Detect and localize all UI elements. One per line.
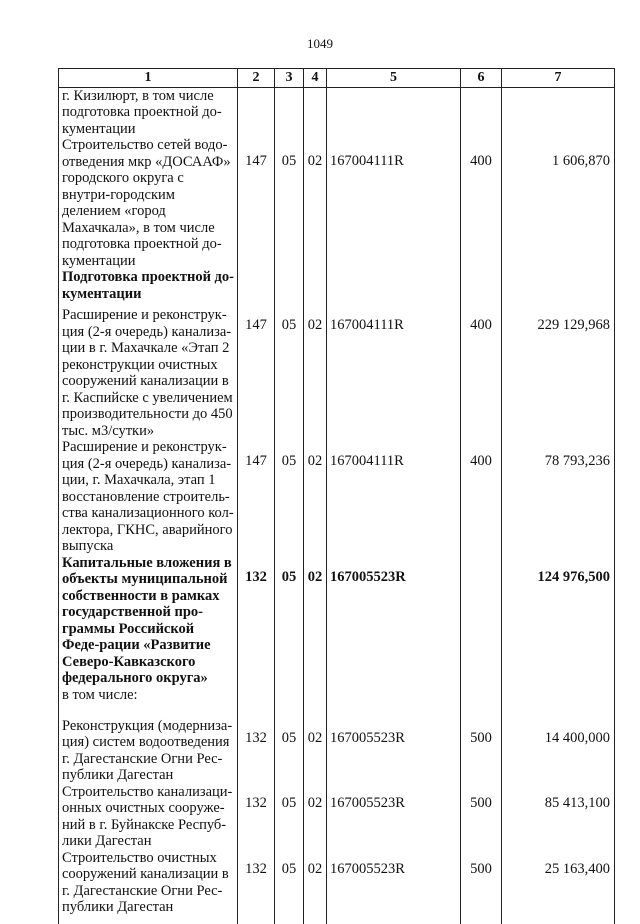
- ministry-code: 132: [238, 555, 275, 687]
- column-header: 5: [327, 69, 461, 88]
- item-name: Строительство канализаци-онных очистных сооруже-ний в г. Буйнакске Респуб-лики Дагестан: [59, 784, 238, 850]
- target-article-code: 167005523R: [327, 555, 461, 687]
- column-header: 4: [304, 69, 327, 88]
- subsection-code: [304, 269, 327, 307]
- table-row: [59, 87, 615, 137]
- page-number: 1049: [307, 36, 333, 51]
- section-code: 05: [275, 718, 304, 784]
- section-code: 05: [275, 307, 304, 439]
- section-code: [275, 269, 304, 307]
- empty-cell: [327, 916, 461, 924]
- table-row: [59, 850, 615, 916]
- expense-type-code: [461, 687, 502, 718]
- target-article-code: 167004111R: [327, 439, 461, 555]
- section-code: 05: [275, 137, 304, 269]
- ministry-code: 147: [238, 439, 275, 555]
- subsection-code: 02: [304, 439, 327, 555]
- column-header: 3: [275, 69, 304, 88]
- item-name: Реконструкция (модерниза-ция) систем водоотведения г. Дагестанские Огни Рес-публики Дагестан: [59, 718, 238, 784]
- empty-cell: [304, 916, 327, 924]
- ministry-code: [238, 687, 275, 718]
- item-name: г. Кизилюрт, в том числе подготовка проектной до-кументации: [59, 87, 238, 137]
- expense-type-code: 500: [461, 784, 502, 850]
- amount: 1 606,870: [502, 137, 615, 269]
- target-article-code: [327, 87, 461, 137]
- section-code: 05: [275, 850, 304, 916]
- subsection-code: 02: [304, 718, 327, 784]
- target-article-code: [327, 269, 461, 307]
- amount: 124 976,500: [502, 555, 615, 687]
- table-row: [59, 784, 615, 850]
- empty-cell: [238, 916, 275, 924]
- empty-cell: [502, 916, 615, 924]
- expense-type-code: [461, 269, 502, 307]
- budget-table: [58, 68, 615, 924]
- subsection-code: [304, 87, 327, 137]
- table-row: [59, 269, 615, 307]
- item-name: Строительство сетей водо-отведения мкр «ДОСААФ» городского округа с внутри-городским делением «город Махачкала», в том числе подготовка проектной до-кументации: [59, 137, 238, 269]
- table-row: [59, 439, 615, 555]
- section-code: [275, 87, 304, 137]
- target-article-code: 167005523R: [327, 784, 461, 850]
- expense-type-code: 400: [461, 439, 502, 555]
- item-name: Капитальные вложения в объекты муниципальной собственности в рамках государственной про-граммы Российской Феде-рации «Развитие Северо-Кавказского федерального округа»: [59, 555, 238, 687]
- subsection-code: 02: [304, 850, 327, 916]
- table-row-continuation: [59, 916, 615, 924]
- expense-type-code: 400: [461, 307, 502, 439]
- amount: 229 129,968: [502, 307, 615, 439]
- expense-type-code: 500: [461, 718, 502, 784]
- table-row: [59, 555, 615, 687]
- expense-type-code: [461, 555, 502, 687]
- empty-cell: [275, 916, 304, 924]
- target-article-code: 167005523R: [327, 850, 461, 916]
- amount: [502, 269, 615, 307]
- amount: [502, 687, 615, 718]
- ministry-code: [238, 269, 275, 307]
- amount: 78 793,236: [502, 439, 615, 555]
- table-row: [59, 718, 615, 784]
- target-article-code: [327, 687, 461, 718]
- target-article-code: 167004111R: [327, 307, 461, 439]
- subsection-code: 02: [304, 784, 327, 850]
- section-code: 05: [275, 784, 304, 850]
- table-row: [59, 687, 615, 718]
- item-name: Расширение и реконструк-ция (2-я очередь) канализа-ции, г. Махачкала, этап 1 восстановление строитель-ства канализационного кол-лектора, ГКНС, аварийного выпуска: [59, 439, 238, 555]
- expense-type-code: 400: [461, 137, 502, 269]
- expense-type-code: [461, 87, 502, 137]
- column-header: 2: [238, 69, 275, 88]
- ministry-code: [238, 87, 275, 137]
- subsection-code: 02: [304, 555, 327, 687]
- amount: [502, 87, 615, 137]
- section-code: 05: [275, 555, 304, 687]
- subsection-code: 02: [304, 307, 327, 439]
- table-row: [59, 307, 615, 439]
- target-article-code: 167005523R: [327, 718, 461, 784]
- ministry-code: 132: [238, 784, 275, 850]
- column-header: 6: [461, 69, 502, 88]
- item-name: Подготовка проектной до-кументации: [59, 269, 238, 307]
- column-header: 7: [502, 69, 615, 88]
- table-row: [59, 137, 615, 269]
- column-header: 1: [59, 69, 238, 88]
- item-name: Расширение и реконструк-ция (2-я очередь) канализа-ции в г. Махачкале «Этап 2 реконструкции очистных сооружений канализации в г. Каспийске с увеличением производительности до 450 тыс. м3/сутки»: [59, 307, 238, 439]
- amount: 85 413,100: [502, 784, 615, 850]
- expense-type-code: 500: [461, 850, 502, 916]
- ministry-code: 132: [238, 850, 275, 916]
- section-code: 05: [275, 439, 304, 555]
- ministry-code: 132: [238, 718, 275, 784]
- amount: 14 400,000: [502, 718, 615, 784]
- section-code: [275, 687, 304, 718]
- header-row: [59, 69, 615, 88]
- ministry-code: 147: [238, 137, 275, 269]
- subsection-code: [304, 687, 327, 718]
- empty-cell: [461, 916, 502, 924]
- ministry-code: 147: [238, 307, 275, 439]
- item-name: в том числе:: [59, 687, 238, 718]
- amount: 25 163,400: [502, 850, 615, 916]
- empty-cell: [59, 916, 238, 924]
- subsection-code: 02: [304, 137, 327, 269]
- target-article-code: 167004111R: [327, 137, 461, 269]
- item-name: Строительство очистных сооружений канализации в г. Дагестанские Огни Рес-публики Дагестан: [59, 850, 238, 916]
